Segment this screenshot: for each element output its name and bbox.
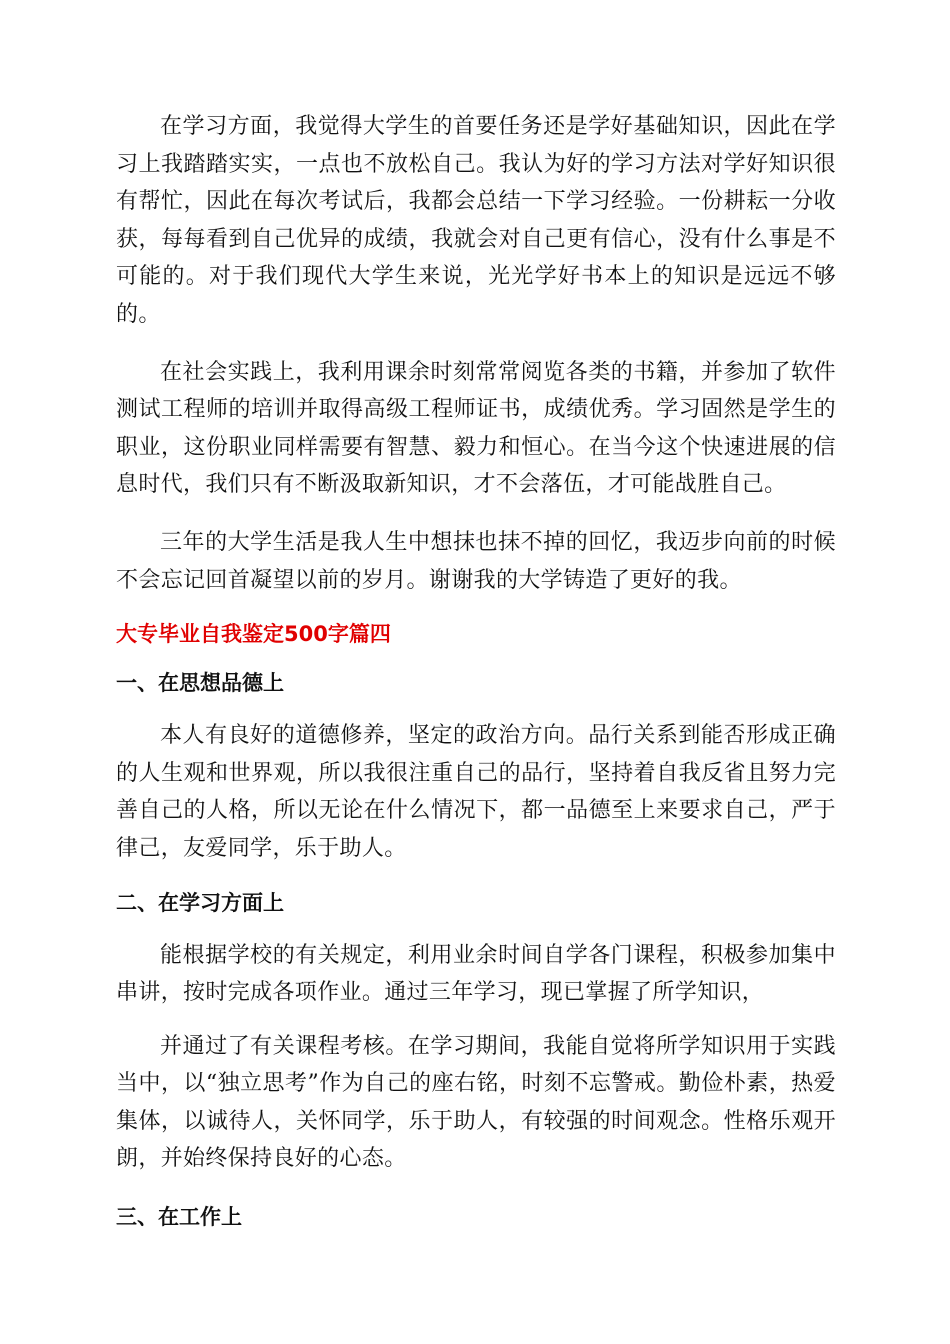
- paragraph-reflection: 三年的大学生活是我人生中想抹也抹不掉的回忆，我迈步向前的时候不会忘记回首凝望以前的岁月。谢谢我的大学铸造了更好的我。: [116, 529, 836, 593]
- heading-moral: 一、在思想品德上: [116, 671, 284, 696]
- paragraph-study: 在学习方面，我觉得大学生的首要任务还是学好基础知识，因此在学习上我踏踏实实，一点也不放松自己。我认为好的学习方法对学好知识很有帮忙，因此在每次考试后，我都会总结一下学习经验。一份耕耘一分收获，每每看到自己优异的成绩，我就会对自己更有信心，没有什么事是不可能的。对于我们现代大学生来说，光光学好书本上的知识是远远不够的。: [116, 114, 836, 327]
- heading-learning: 二、在学习方面上: [116, 890, 284, 915]
- document-page: [116, 108, 836, 1251]
- heading-work: 三、在工作上: [116, 1205, 242, 1230]
- paragraph-social-practice: 在社会实践上，我利用课余时刻常常阅览各类的书籍，并参加了软件测试工程师的培训并取得高级工程师证书，成绩优秀。学习固然是学生的职业，这份职业同样需要有智慧、毅力和恒心。在当今这个快速进展的信息时代，我们只有不断汲取新知识，才不会落伍，才可能战胜自己。: [116, 359, 836, 498]
- paragraph-moral: 本人有良好的道德修养，坚定的政治方向。品行关系到能否形成正确的人生观和世界观，所以我很注重自己的品行，坚持着自我反省且努力完善自己的人格，所以无论在什么情况下，都一品德至上来要求自己，严于律己，友爱同学，乐于助人。: [116, 723, 836, 861]
- paragraph-learning-1: 能根据学校的有关规定，利用业余时间自学各门课程，积极参加集中串讲，按时完成各项作业。通过三年学习，现已掌握了所学知识，: [116, 942, 836, 1006]
- paragraph-learning-2: 并通过了有关课程考核。在学习期间，我能自觉将所学知识用于实践当中，以“独立思考”作为自己的座右铭，时刻不忘警戒。勤俭朴素，热爱集体，以诚待人，关怀同学，乐于助人，有较强的时间观念。性格乐观开朗，并始终保持良好的心态。: [116, 1033, 836, 1172]
- section-title: 大专毕业自我鉴定500字篇四: [116, 622, 391, 647]
